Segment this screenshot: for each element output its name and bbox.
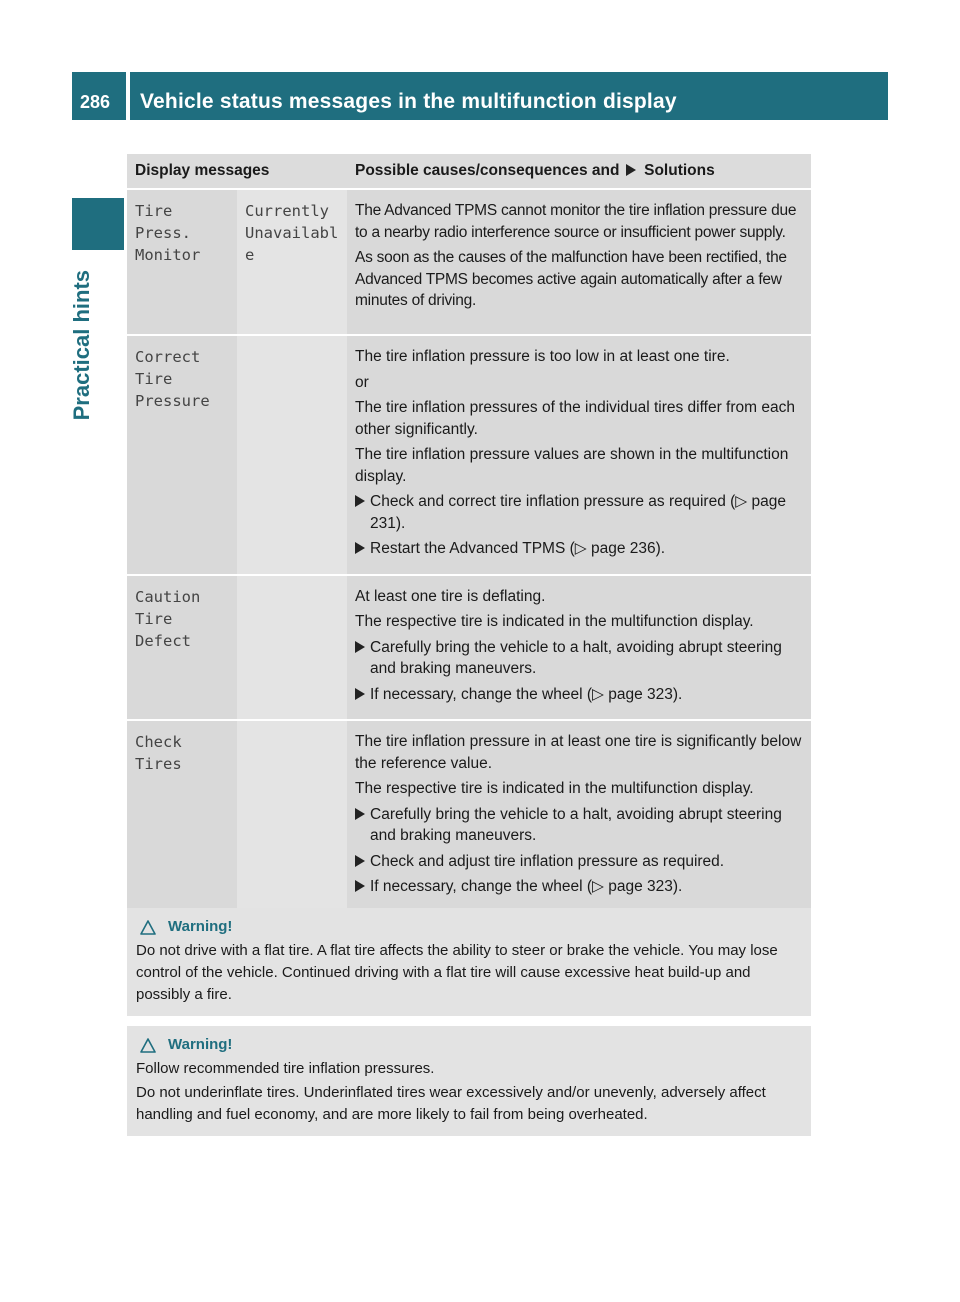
- causes-cell: [347, 575, 811, 721]
- message-text: Caution Tire Defect: [135, 587, 201, 650]
- col-header-display-messages: Display messages: [127, 154, 347, 189]
- causes-cell: [347, 189, 811, 335]
- warning-text: Follow recommended tire inflation pressures.: [136, 1060, 435, 1077]
- solution-step: Carefully bring the vehicle to a halt, avoiding abrupt steering and braking maneuvers.: [355, 637, 803, 680]
- solutions-arrow-icon: [626, 164, 636, 176]
- message-text: Check Tires: [135, 733, 182, 773]
- warning-triangle-icon: [140, 920, 156, 935]
- message-cell: [127, 335, 237, 575]
- step-arrow-icon: [355, 855, 365, 867]
- table-row: [127, 189, 811, 335]
- warning-header: [140, 916, 803, 938]
- step-arrow-icon: [355, 688, 365, 700]
- step-arrow-icon: [355, 808, 365, 820]
- solution-step: Carefully bring the vehicle to a halt, avoiding abrupt steering and braking maneuvers.: [355, 804, 803, 847]
- table-row: [127, 335, 811, 575]
- warning-header: [140, 1034, 803, 1056]
- solution-step: Restart the Advanced TPMS (▷ page 236).: [355, 538, 803, 560]
- section-tab-text: Practical hints: [69, 270, 94, 421]
- step-arrow-icon: [355, 880, 365, 892]
- table-row: [127, 720, 811, 912]
- section-marker: [72, 198, 124, 250]
- warning-text: Do not drive with a flat tire. A flat tire affects the ability to steer or brake the vehicle. You may lose control of the vehicle. Continued driving with a flat tire will cause excessive heat build-up and possibly a fire.: [136, 942, 778, 1003]
- message-cell: [127, 720, 237, 912]
- cause-paragraph: At least one tire is deflating.: [355, 587, 546, 605]
- step-arrow-icon: [355, 641, 365, 653]
- warning-box: [127, 908, 811, 1016]
- cause-paragraph: The respective tire is indicated in the multifunction display.: [355, 613, 754, 630]
- warning-box: [127, 1026, 811, 1136]
- table-header-row: [127, 154, 811, 189]
- sub-message-cell: [237, 189, 347, 335]
- solution-step: Check and adjust tire inflation pressure as required.: [355, 851, 803, 873]
- solution-step: Check and correct tire inflation pressure as required (▷ page 231).: [355, 491, 803, 534]
- cause-paragraph: The tire inflation pressure is too low in at least one tire.: [355, 348, 730, 365]
- message-cell: [127, 189, 237, 335]
- step-arrow-icon: [355, 542, 365, 554]
- cause-paragraph: The Advanced TPMS cannot monitor the tire inflation pressure due to a nearby radio interference source or insufficient power supply.: [355, 202, 797, 241]
- display-messages-table: [127, 154, 811, 912]
- warning-triangle-icon: [140, 1038, 156, 1053]
- sub-message-cell: [237, 575, 347, 721]
- causes-cell: [347, 720, 811, 912]
- cause-paragraph: As soon as the causes of the malfunction have been rectified, the Advanced TPMS becomes active again automatically after a few minutes of driving.: [355, 249, 787, 309]
- cause-paragraph: The tire inflation pressure in at least one tire is significantly below the reference value.: [355, 733, 802, 772]
- cause-paragraph: The tire inflation pressures of the individual tires differ from each other significantly.: [355, 399, 795, 438]
- warning-title: Warning!: [168, 1036, 233, 1053]
- page-number: 286: [80, 92, 111, 112]
- page-title: Vehicle status messages in the multifunction display: [140, 90, 677, 113]
- cause-paragraph: The respective tire is indicated in the multifunction display.: [355, 780, 754, 797]
- message-text: Correct Tire Pressure: [135, 348, 210, 410]
- col-header-causes: Possible causes/consequences and Solutions: [347, 154, 811, 189]
- step-arrow-icon: [355, 495, 365, 507]
- solution-step: If necessary, change the wheel (▷ page 323).: [355, 684, 803, 706]
- message-text: Tire Press. Monitor: [135, 202, 201, 264]
- warning-title: Warning!: [168, 918, 233, 935]
- cause-paragraph: The tire inflation pressure values are shown in the multifunction display.: [355, 446, 789, 485]
- causes-cell: [347, 335, 811, 575]
- solution-step: If necessary, change the wheel (▷ page 323).: [355, 876, 803, 898]
- table-row: [127, 575, 811, 721]
- warning-text: Do not underinflate tires. Underinflated tires wear excessively and/or unevenly, adversely affect handling and fuel economy, and are more likely to fail from being overheated.: [136, 1084, 766, 1123]
- section-tab-label: [69, 270, 99, 590]
- header-separator: [126, 72, 130, 120]
- sub-message-cell: [237, 335, 347, 575]
- cause-paragraph: or: [355, 373, 369, 391]
- sub-message-cell: [237, 720, 347, 912]
- message-cell: [127, 575, 237, 721]
- sub-message-text: Currently Unavailabl e: [245, 202, 339, 264]
